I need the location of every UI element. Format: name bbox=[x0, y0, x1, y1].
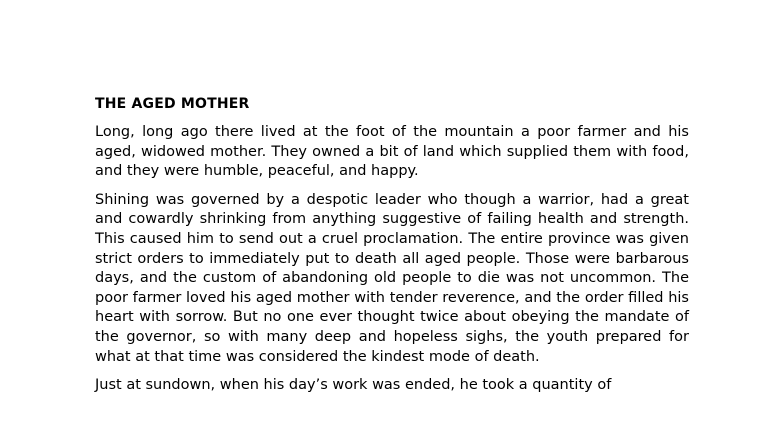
paragraph-1: Long, long ago there lived at the foot of the mountain a poor farmer and his aged, widowed mother. They owned a bit of land which supplied them with food, and they were humble, peaceful, and happy. bbox=[95, 124, 689, 180]
paragraph-3: Just at sundown, when his day’s work was ended, he took a quantity of bbox=[95, 377, 612, 394]
story-title: THE AGED MOTHER bbox=[95, 96, 250, 112]
document-body bbox=[95, 94, 689, 405]
paragraph-2: Shining was governed by a despotic leader who though a warrior, had a great and cowardly shrinking from anything suggestive of failing health and strength. This caused him to send out a cruel proclamation. The entire province was given strict orders to immediately put to death all aged people. Those were barbarous days, and the custom of abandoning old people to die was not uncommon. The poor farmer loved his aged mother with tender reverence, and the order filled his heart with sorrow. But no one ever thought twice about obeying the mandate of the governor, so with many deep and hopeless sighs, the youth prepared for what at that time was considered the kindest mode of death. bbox=[95, 191, 689, 365]
